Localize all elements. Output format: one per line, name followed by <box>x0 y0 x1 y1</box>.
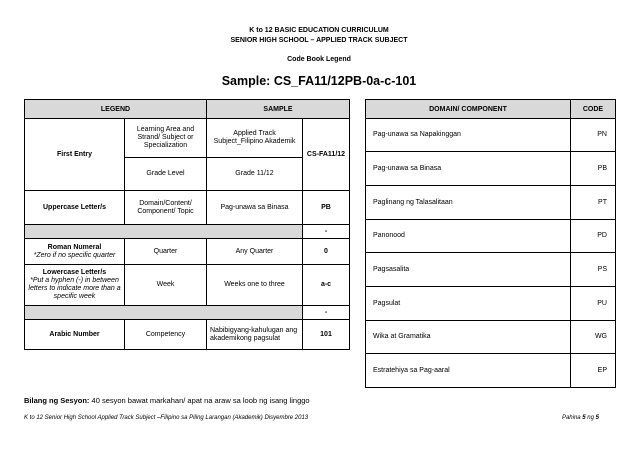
competency-sample: Nabibigyang-kahulugan ang akademikong pagsulat <box>207 320 303 350</box>
dash-2: - <box>303 306 350 320</box>
domain-row-code: PT <box>571 186 616 220</box>
domain-row-code: EP <box>571 354 616 388</box>
lowercase-letters-note: *Put a hyphen (-) in between letters to indicate more than a specific week <box>28 277 121 300</box>
competency-label: Competency <box>125 320 207 350</box>
domain-row-label: Pagsulat <box>366 287 571 321</box>
domain-row-label: Pagsasalita <box>366 253 571 287</box>
first-entry-label: First Entry <box>25 119 125 191</box>
separator-row-2 <box>25 306 303 320</box>
learning-area-label: Learning Area and Strand/ Subject or Specialization <box>125 119 207 158</box>
curriculum-title: K to 12 BASIC EDUCATION CURRICULUM <box>249 27 389 34</box>
domain-row-label: Wika at Gramatika <box>366 321 571 354</box>
sample-code-title: Sample: CS_FA11/12PB-0a-c-101 <box>221 74 417 88</box>
lowercase-letters-label: Lowercase Letter/s <box>42 269 107 276</box>
arabic-number-label: Arabic Number <box>25 320 125 350</box>
domain-row-label: Pag-unawa sa Binasa <box>366 152 571 186</box>
domain-sample: Pag-unawa sa Binasa <box>207 191 303 225</box>
roman-numeral-note: *Zero if no specific quarter <box>33 251 116 259</box>
domain-component-table <box>365 99 616 388</box>
session-count-note <box>24 396 310 405</box>
domain-row-label: Panonood <box>366 220 571 253</box>
grade-level-sample: Grade 11/12 <box>207 158 303 191</box>
domain-row-code: PD <box>571 220 616 253</box>
page-total: 5 <box>595 415 599 421</box>
applied-track-sample: Applied Track Subject_Filipino Akademik <box>207 119 303 158</box>
domain-row-code: PS <box>571 253 616 287</box>
session-count-label: Bilang ng Sesyon: <box>24 396 90 405</box>
domain-component-header: DOMAIN/ COMPONENT <box>366 100 571 119</box>
page-prefix: Pahina <box>561 415 583 421</box>
code-zero: 0 <box>303 239 350 265</box>
page-current: 5 <box>582 415 586 421</box>
code-first-entry: CS-FA11/12 <box>303 119 350 191</box>
roman-numeral-label: Roman Numeral <box>47 243 102 251</box>
track-subtitle: SENIOR HIGH SCHOOL – APPLIED TRACK SUBJECT <box>230 37 408 44</box>
uppercase-letters-label: Uppercase Letter/s <box>25 191 125 225</box>
page-number <box>562 415 599 421</box>
code-101: 101 <box>303 320 350 350</box>
quarter-sample: Any Quarter <box>207 239 303 265</box>
domain-content-label: Domain/Content/ Component/ Topic <box>125 191 207 225</box>
week-sample: Weeks one to three <box>207 265 303 306</box>
page-mid: ng <box>585 415 596 421</box>
separator-row-1 <box>25 225 303 239</box>
domain-row-code: WG <box>571 321 616 354</box>
domain-row-label: Estratehiya sa Pag-aaral <box>366 354 571 388</box>
page-footer <box>24 415 599 421</box>
code-header: CODE <box>571 100 616 119</box>
domain-row-code: PN <box>571 119 616 152</box>
week-label: Week <box>125 265 207 306</box>
domain-row-label: Pag-unawa sa Napakinggan <box>366 119 571 152</box>
legend-header: LEGEND <box>25 100 207 119</box>
legend-sample-table <box>24 99 350 350</box>
roman-numeral-cell <box>25 239 125 265</box>
footer-title: K to 12 Senior High School Applied Track Subject –Filipino sa Piling Larangan (Akademik) Disyembre 2013 <box>24 415 309 421</box>
code-pb: PB <box>303 191 350 225</box>
quarter-label: Quarter <box>125 239 207 265</box>
sample-header: SAMPLE <box>207 100 350 119</box>
domain-row-code: PU <box>571 287 616 321</box>
domain-row-label: Paglinang ng Talasalitaan <box>366 186 571 220</box>
session-count-text: 40 sesyon bawat markahan/ apat na araw sa loob ng isang linggo <box>89 396 310 405</box>
lowercase-letters-cell <box>25 265 125 306</box>
domain-row-code: PB <box>571 152 616 186</box>
dash-1: - <box>303 225 350 239</box>
grade-level-label: Grade Level <box>125 158 207 191</box>
code-ac: a-c <box>303 265 350 306</box>
codebook-legend-title: Code Book Legend <box>287 56 351 63</box>
